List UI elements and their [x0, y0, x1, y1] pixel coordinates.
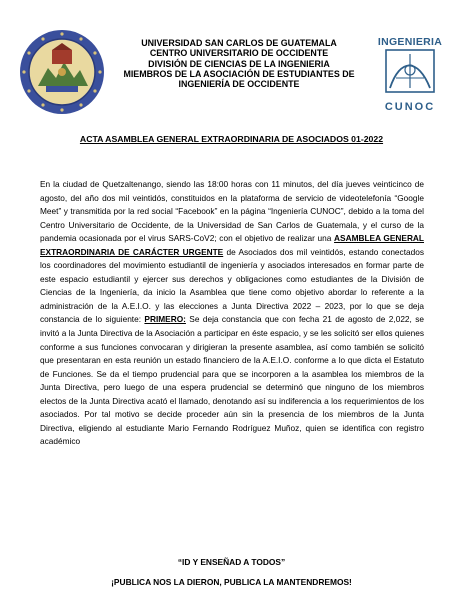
document-header: [108, 38, 370, 89]
document-title: ACTA ASAMBLEA GENERAL EXTRAORDINARIA DE ASOCIADOS 01-2022: [79, 134, 384, 144]
minutes-body: [40, 178, 424, 449]
body-highlight-first: PRIMERO:: [144, 314, 186, 325]
engineering-emblem-icon: [384, 48, 436, 94]
ingenieria-cunoc-logo: [372, 36, 448, 122]
university-seal-icon: [18, 28, 106, 116]
body-text-part-3: Se deja constancia que con fecha 21 de agosto de 2,022, se invitó a la Junta Directiva de la Asociación a participar en éste espacio, y se les solicitó ser ellos quienes conforme a sus funciones convocaran y dirigieran la presente asamblea, así como también se solicitó que presentaran en esta reunión un estado financiero de la A.E.I.O. conforme a lo que dicta el Estatuto de Funciones. Se da el tiempo prudencial para que se incorporen a la asamblea los miembros de la Junta Directiva, pero luego de una espera prudencial se determinó que ninguno de los miembros electos de la Junta Directiva acató el llamado, denotando así su indiferencia a los requerimientos de los asociados. Por tal motivo se decide proceder aún sin la presencia de los miembros de la Junta Directiva, eligiendo al estudiante Mario Fernando Rodríguez Muñoz, quien se identifica con registro académico: [40, 314, 425, 447]
body-text-part-2: de Asociados dos mil veintidós, estando conectados los coordinadores del movimiento estudiantil de ingeniería y asociados interesados en formar parte de este espacio estudiantil y ejercer sus derechos y obligaciones como estudiantes de la División de Ciencias de la Ingeniería, da inicio la Asamblea que tiene como objetivo abordar lo referente a la administración de la A.E.I.O. y las elecciones a Junta Directiva 2022 – 2023, por lo que se deja constancia de lo siguiente:: [40, 246, 424, 325]
footer-slogan: ¡PUBLICA NOS LA DIERON, PUBLICA LA MANTENDREMOS!: [111, 577, 352, 587]
logo-top-word: INGENIERIA: [377, 36, 443, 48]
header-line-center: CENTRO UNIVERSITARIO DE OCCIDENTE: [149, 48, 329, 59]
logo-bottom-word: CUNOC: [384, 101, 436, 113]
header-line-university: UNIVERSIDAD SAN CARLOS DE GUATEMALA: [141, 38, 337, 48]
header-line-division: DIVISIÓN DE CIENCIAS DE LA INGENIERIA: [148, 58, 330, 69]
header-line-association: MIEMBROS DE LA ASOCIACIÓN DE ESTUDIANTES DE: [123, 68, 355, 79]
footer-motto: “ID Y ENSEÑAD A TODOS”: [177, 557, 286, 567]
body-highlight-assembly: ASAMBLEA GENERAL EXTRAORDINARIA DE CARÁCTER URGENTE: [40, 233, 424, 257]
header-line-association-2: INGENIERÍA DE OCCIDENTE: [178, 79, 300, 90]
body-text-part-1: En la ciudad de Quetzaltenango, siendo las 18:00 horas con 11 minutos, del día jueves veinticinco de agosto, del año dos mil veintidós, constituidos en la plataforma de servicio de videotelefonía “Google Meet” y transmitida por la red social “Facebook” en la página “Ingeniería CUNOC”, debido a la toma del Centro Universitario de Occidente, de la Universidad de San Carlos de Guatemala, y el curso de la pandemia ocasionada por el virus SARS-CoV2; con el objetivo de realizar una: [40, 179, 424, 244]
